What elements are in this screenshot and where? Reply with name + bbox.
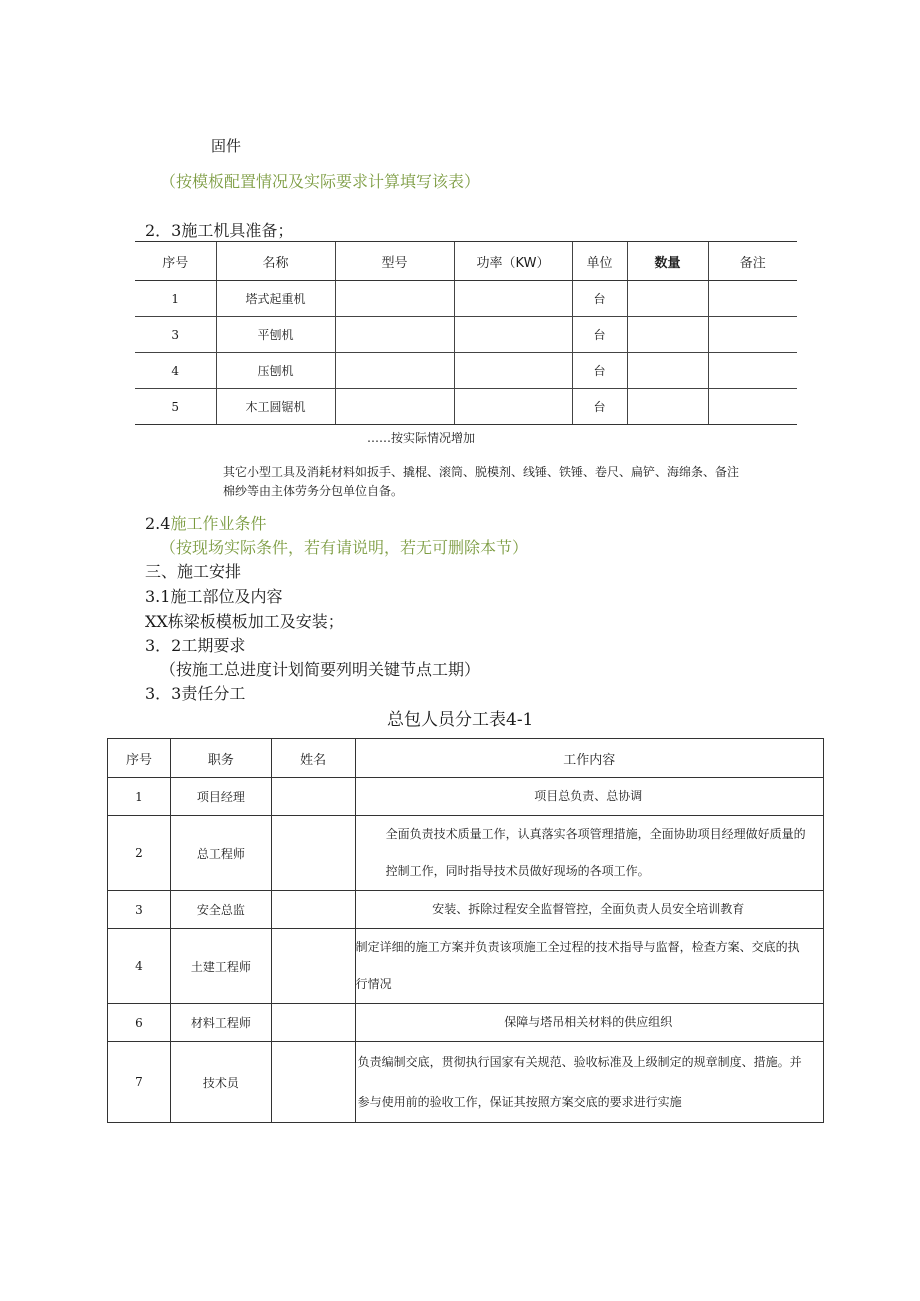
cell-unit: 台 (572, 281, 627, 317)
cell-name (271, 891, 355, 929)
cell-no: 2 (108, 816, 171, 891)
cell-no: 4 (108, 929, 171, 1004)
col-header-remark: 备注 (708, 242, 797, 281)
table-row (135, 389, 797, 425)
other-tools-line-2: 棉纱等由主体劳务分包单位自备。 (223, 484, 404, 498)
cell-name: 压刨机 (216, 353, 335, 389)
cell-content: 保障与塔吊相关材料的供应组织 (355, 1004, 823, 1042)
section-2-4-title: 施工作业条件 (170, 514, 267, 533)
cell-unit: 台 (572, 389, 627, 425)
section-2-4-number: 2.4 (145, 514, 171, 533)
col-header-name: 名称 (216, 242, 335, 281)
table-row (108, 1042, 824, 1123)
section-3-1-heading: 3.1施工部位及内容 (145, 587, 283, 606)
cell-name: 木工圆锯机 (216, 389, 335, 425)
cell-qty (627, 317, 708, 353)
col-header-no: 序号 (135, 242, 216, 281)
equipment-table (135, 241, 797, 425)
cell-content: 全面负责技术质量工作，认真落实各项管理措施，全面协助项目经理做好质量的控制工作，同时指导技术员做好现场的各项工作。 (355, 816, 823, 891)
cell-content: 制定详细的施工方案并负责该项施工全过程的技术指导与监督，检查方案、交底的执行情况 (355, 929, 823, 1004)
table-row (108, 891, 824, 929)
section-3-2-heading: 3．2工期要求 (145, 636, 246, 655)
staff-table-caption: 总包人员分工表4-1 (387, 710, 534, 730)
section-3-1-content: XX栋梁板模板加工及安装； (145, 612, 344, 631)
cell-remark (708, 317, 797, 353)
cell-remark (708, 281, 797, 317)
section-2-4-note: （按现场实际条件，若有请说明，若无可删除本节） (160, 538, 529, 557)
section-3-heading: 三、施工安排 (145, 562, 242, 581)
table-row (108, 778, 824, 816)
other-tools-line-1: 其它小型工具及消耗材料如扳手、撬棍、滚筒、脱模剂、线锤、铁锤、卷尺、扁铲、海绵条、备注 (223, 465, 740, 479)
cell-no: 1 (135, 281, 216, 317)
cell-no: 5 (135, 389, 216, 425)
table-row (108, 1004, 824, 1042)
cell-no: 3 (135, 317, 216, 353)
col-header-no: 序号 (108, 739, 171, 778)
table-row (135, 353, 797, 389)
cell-remark (708, 389, 797, 425)
cell-no: 3 (108, 891, 171, 929)
cell-no: 4 (135, 353, 216, 389)
col-header-name: 姓名 (271, 739, 355, 778)
col-header-power: 功率（KW） (454, 242, 572, 281)
cell-name: 平刨机 (216, 317, 335, 353)
cell-model (335, 353, 454, 389)
col-header-content: 工作内容 (355, 739, 823, 778)
cell-no: 7 (108, 1042, 171, 1123)
cell-role: 总工程师 (170, 816, 271, 891)
section-2-3-heading: 2．3施工机具准备； (145, 221, 294, 240)
cell-no: 1 (108, 778, 171, 816)
cell-content: 项目总负责、总协调 (355, 778, 823, 816)
cell-name (271, 1004, 355, 1042)
col-header-unit: 单位 (572, 242, 627, 281)
staff-header-row (108, 739, 824, 778)
cell-qty (627, 389, 708, 425)
col-header-model: 型号 (335, 242, 454, 281)
table-row (135, 281, 797, 317)
cell-name (271, 816, 355, 891)
cell-unit: 台 (572, 317, 627, 353)
col-header-qty: 数量 (627, 242, 708, 281)
cell-power (454, 389, 572, 425)
table-row (135, 317, 797, 353)
cell-content: 安装、拆除过程安全监督管控，全面负责人员安全培训教育 (355, 891, 823, 929)
equipment-header-row (135, 242, 797, 281)
table-row (108, 929, 824, 1004)
col-header-role: 职务 (170, 739, 271, 778)
cell-name (271, 929, 355, 1004)
cell-no: 6 (108, 1004, 171, 1042)
cell-model (335, 317, 454, 353)
cell-role: 土建工程师 (170, 929, 271, 1004)
table-row (108, 816, 824, 891)
cell-qty (627, 353, 708, 389)
cell-name: 塔式起重机 (216, 281, 335, 317)
cell-power (454, 281, 572, 317)
cell-name (271, 778, 355, 816)
section-3-2-note: （按施工总进度计划简要列明关键节点工期） (160, 660, 481, 679)
cell-role: 技术员 (170, 1042, 271, 1123)
cell-power (454, 353, 572, 389)
cell-role: 项目经理 (170, 778, 271, 816)
cell-unit: 台 (572, 353, 627, 389)
section-2-4-heading (145, 511, 266, 534)
staff-table (107, 738, 824, 1123)
section-3-3-heading: 3．3责任分工 (145, 684, 246, 703)
cell-content: 负责编制交底，贯彻执行国家有关规范、验收标准及上级制定的规章制度、措施。并参与使用前的验收工作，保证其按照方案交底的要求进行实施 (355, 1042, 823, 1123)
cell-name (271, 1042, 355, 1123)
more-equipment-note: ……按实际情况增加 (367, 431, 476, 445)
fastener-label: 固件 (211, 137, 242, 155)
cell-power (454, 317, 572, 353)
cell-remark (708, 353, 797, 389)
template-note: （按模板配置情况及实际要求计算填写该表） (160, 172, 481, 191)
cell-role: 材料工程师 (170, 1004, 271, 1042)
cell-model (335, 389, 454, 425)
cell-qty (627, 281, 708, 317)
cell-model (335, 281, 454, 317)
cell-role: 安全总监 (170, 891, 271, 929)
